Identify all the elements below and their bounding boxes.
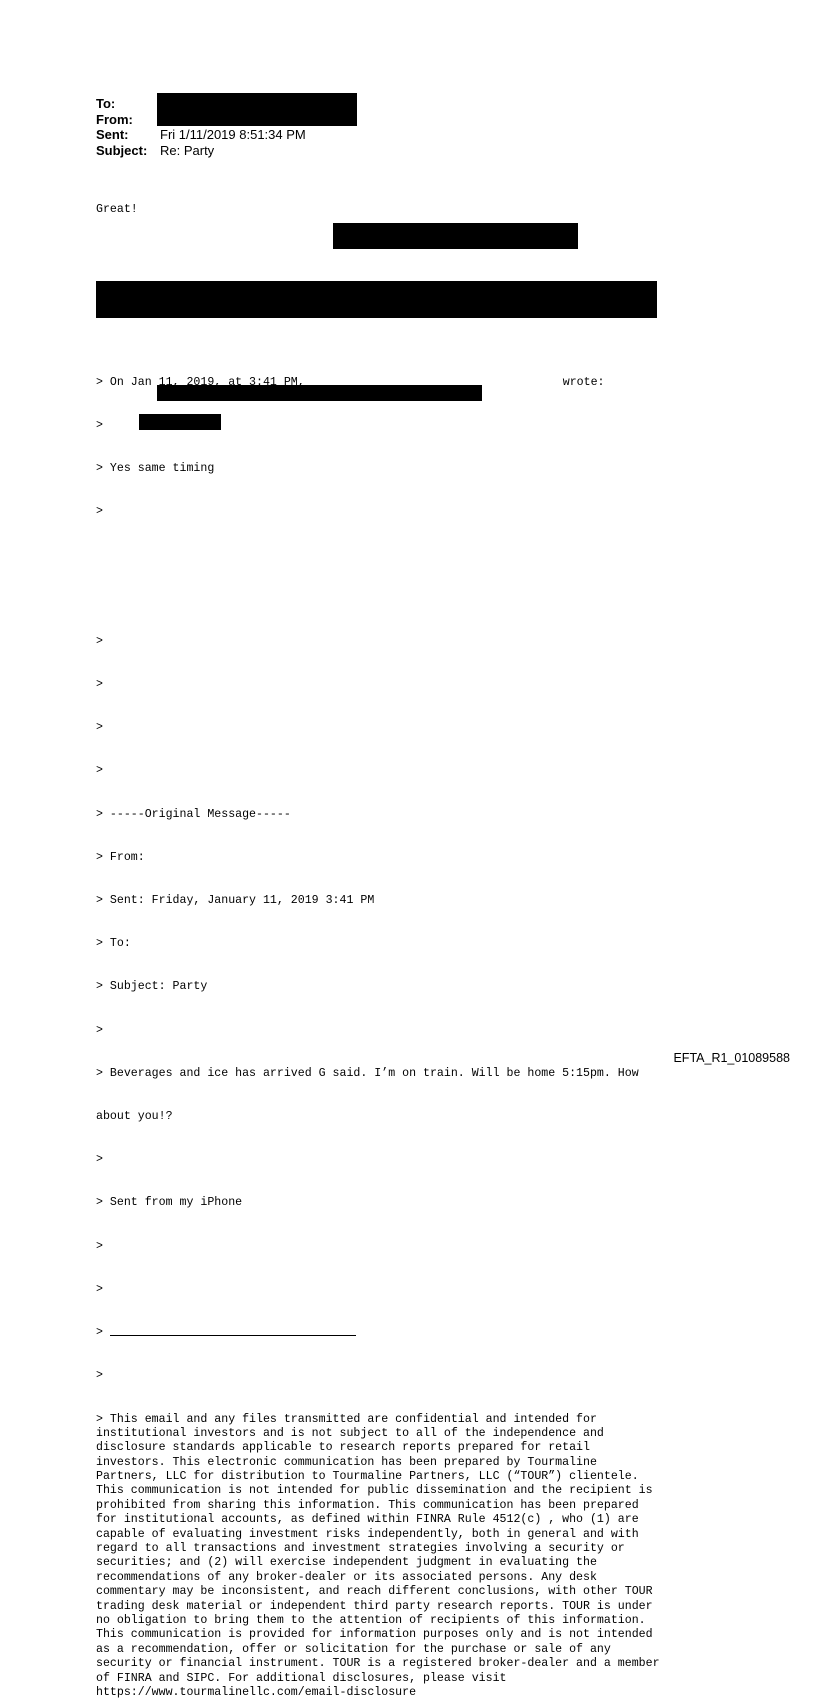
disclaimer-line: of FINRA and SIPC. For additional disclosures, please visit xyxy=(96,1671,507,1685)
quote-blank: > xyxy=(96,721,103,735)
disclaimer xyxy=(96,1412,660,1699)
quote-blank: > xyxy=(96,1153,103,1167)
reply-text: Great! xyxy=(96,202,138,216)
disclaimer-line: disclosure standards applicable to research reports prepared for retail xyxy=(96,1441,590,1455)
disclaimer-line: as a recommendation, offer or solicitation for the purchase or sale of any xyxy=(96,1642,611,1656)
disclaimer-line: for institutional accounts, as defined within FINRA Rule 4512(c) , who (1) are xyxy=(96,1513,639,1527)
email-body xyxy=(96,174,660,1699)
disclaimer-line: securities; and (2) will exercise independent judgment in evaluating the xyxy=(96,1556,597,1570)
orig-from: > From: xyxy=(96,850,145,864)
quote-blank: > xyxy=(96,1369,103,1383)
disclaimer-line: prohibited from sharing this information. This communication has been prepared xyxy=(96,1498,639,1512)
orig-msg-line2: about you!? xyxy=(96,1110,173,1124)
quote-blank: > xyxy=(96,1023,103,1037)
document-id: EFTA_R1_01089588 xyxy=(673,1051,790,1065)
quote-intro-post: wrote: xyxy=(562,375,605,389)
from-label: From: xyxy=(96,111,133,127)
disclaimer-line: This communication is provided for information purposes only and is not intended xyxy=(96,1628,653,1642)
quote-intro xyxy=(96,376,660,390)
disclaimer-line: recommendations of any broker-dealer or its associated persons. Any desk xyxy=(96,1570,597,1584)
divider xyxy=(110,1326,356,1336)
disclaimer-line: institutional investors and is not subject to all of the independence and xyxy=(96,1426,604,1440)
disclaimer-line: no obligation to bring them to the attention of recipients of this information. xyxy=(96,1613,646,1627)
quote-blank: > xyxy=(96,634,103,648)
redaction-to-from xyxy=(157,93,357,126)
quote-text: > Yes same timing xyxy=(96,462,215,476)
disclaimer-line: https://www.tourmalinellc.com/email-disclosure xyxy=(96,1685,417,1699)
quote-blank: > xyxy=(96,678,103,692)
quote-blank: > xyxy=(96,505,103,519)
subject-label: Subject: xyxy=(96,142,148,158)
disclaimer-line: capable of evaluating investment risks independently, both in general and with xyxy=(96,1527,639,1541)
sent-value: Fri 1/11/2019 8:51:34 PM xyxy=(160,127,306,142)
orig-msg-line1: > Beverages and ice has arrived G said. I’m on train. Will be home 5:15pm. How xyxy=(96,1066,639,1080)
to-label: To: xyxy=(96,96,116,111)
reply-signature: Sent from my iPhone xyxy=(96,289,229,303)
sent-row xyxy=(96,127,306,143)
orig-sent: > Sent: Friday, January 11, 2019 3:41 PM xyxy=(96,894,375,908)
disclaimer-line: This communication is not intended for public dissemination and the recipient is xyxy=(96,1484,653,1498)
subject-value: Re: Party xyxy=(160,142,215,158)
disclaimer-line: investors. This electronic communication has been prepared by Tourmaline xyxy=(96,1455,597,1469)
quote-blank: > xyxy=(96,1239,103,1253)
disclaimer-line: > This email and any files transmitted are confidential and intended for xyxy=(96,1412,597,1426)
quote-blank: > xyxy=(96,418,103,432)
disclaimer-line: commentary may be inconsistent, and reach different conclusions, with other TOUR xyxy=(96,1585,653,1599)
disclaimer-line: trading desk material or independent third party research reports. TOUR is under xyxy=(96,1599,653,1613)
quote-blank: > xyxy=(96,1282,103,1296)
orig-header: > -----Original Message----- xyxy=(96,807,291,821)
orig-signature: > Sent from my iPhone xyxy=(96,1196,243,1210)
orig-to: > To: xyxy=(96,937,131,951)
quote-intro-pre: > On Jan 11, 2019, at 3:41 PM, xyxy=(96,375,305,389)
rule-line: > xyxy=(96,1326,660,1340)
disclaimer-line: security or financial instrument. TOUR is a registered broker-dealer and a member xyxy=(96,1657,660,1671)
sent-label: Sent: xyxy=(96,127,129,142)
quote-blank: > xyxy=(96,764,103,778)
orig-subject: > Subject: Party xyxy=(96,980,208,994)
subject-row xyxy=(96,143,306,159)
disclaimer-line: Partners, LLC for distribution to Tourmaline Partners, LLC (“TOUR”) clientele. xyxy=(96,1470,639,1484)
disclaimer-line: regard to all transactions and investment strategies involving a security or xyxy=(96,1542,625,1556)
